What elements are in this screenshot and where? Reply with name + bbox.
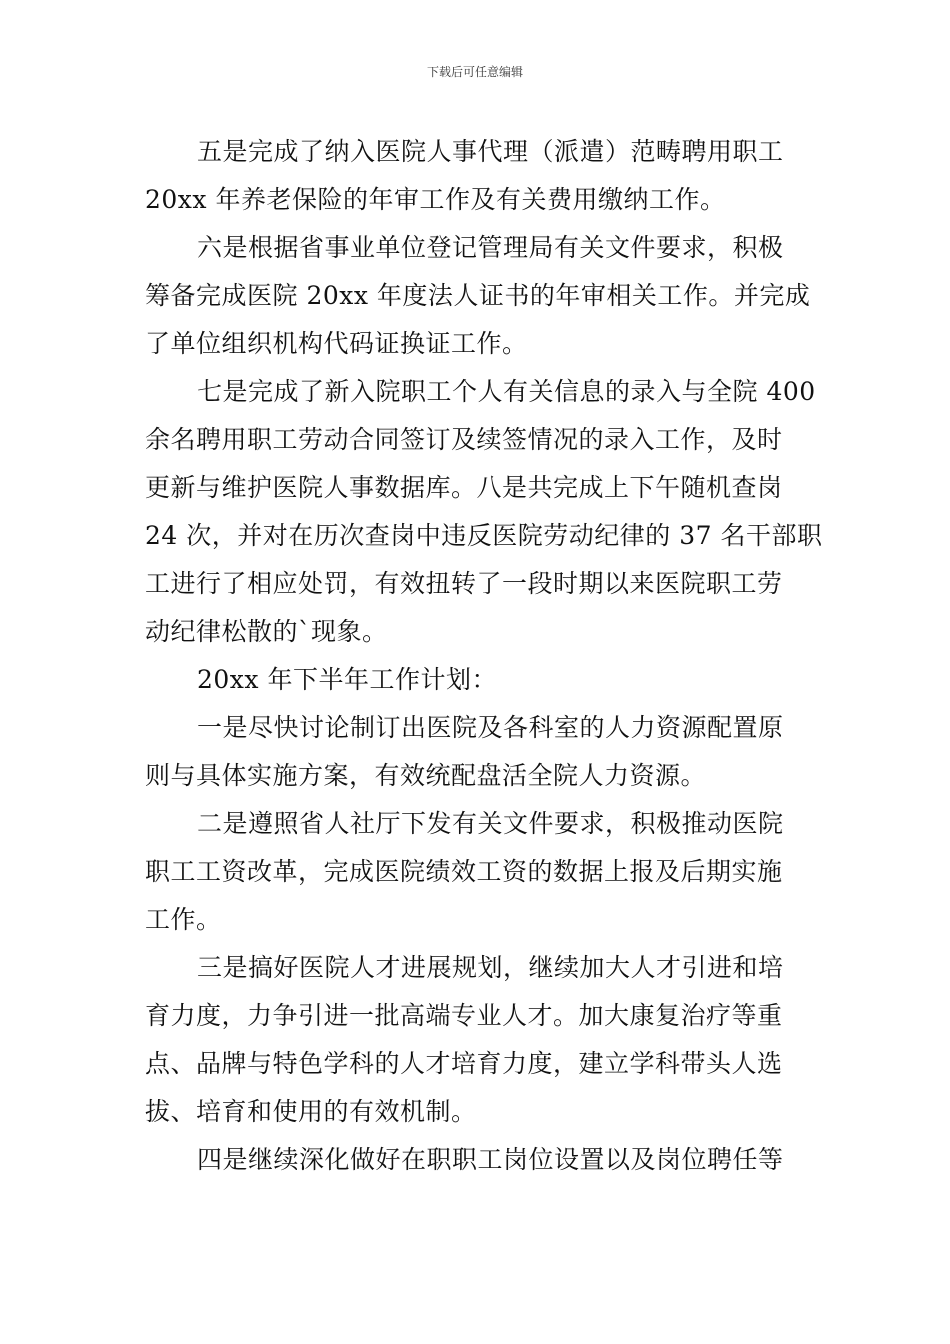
paragraph-line: 工进行了相应处罚，有效扭转了一段时期以来医院职工劳 (145, 569, 783, 598)
paragraph-line: 一是尽快讨论制订出医院及各科室的人力资源配置原 (197, 713, 784, 742)
paragraph-line: 五是完成了纳入医院人事代理（派遣）范畴聘用职工 (197, 137, 784, 166)
section-heading: 20xx 年下半年工作计划： (197, 665, 497, 694)
paragraph-line: 工作。 (145, 905, 222, 934)
paragraph-line: 六是根据省事业单位登记管理局有关文件要求，积极 (197, 233, 784, 262)
paragraph-line: 24 次，并对在历次查岗中违反医院劳动纪律的 37 名干部职 (145, 521, 823, 550)
page-header: 下载后可任意编辑 (426, 65, 523, 79)
paragraph-line: 筹备完成医院 20xx 年度法人证书的年审相关工作。并完成 (145, 281, 811, 310)
paragraph-line: 三是搞好医院人才进展规划，继续加大人才引进和培 (197, 953, 784, 982)
paragraph-line: 育力度，力争引进一批高端专业人才。加大康复治疗等重 (145, 1001, 783, 1030)
document-body (145, 128, 823, 1184)
paragraph-line: 点、品牌与特色学科的人才培育力度，建立学科带头人选 (145, 1049, 783, 1078)
paragraph-line: 四是继续深化做好在职职工岗位设置以及岗位聘任等 (197, 1145, 784, 1174)
paragraph-line: 二是遵照省人社厅下发有关文件要求，积极推动医院 (197, 809, 784, 838)
paragraph-line: 20xx 年养老保险的年审工作及有关费用缴纳工作。 (145, 185, 726, 214)
paragraph-line: 了单位组织机构代码证换证工作。 (145, 329, 528, 358)
paragraph-line: 职工工资改革，完成医院绩效工资的数据上报及后期实施 (145, 857, 783, 886)
paragraph-line: 拔、培育和使用的有效机制。 (145, 1097, 477, 1126)
paragraph-line: 更新与维护医院人事数据库。八是共完成上下午随机查岗 (145, 473, 783, 502)
paragraph-line: 七是完成了新入院职工个人有关信息的录入与全院 400 (197, 377, 816, 406)
paragraph-line: 动纪律松散的`现象。 (145, 617, 388, 646)
paragraph-line: 则与具体实施方案，有效统配盘活全院人力资源。 (145, 761, 707, 790)
paragraph-line: 余名聘用职工劳动合同签订及续签情况的录入工作，及时 (145, 425, 783, 454)
